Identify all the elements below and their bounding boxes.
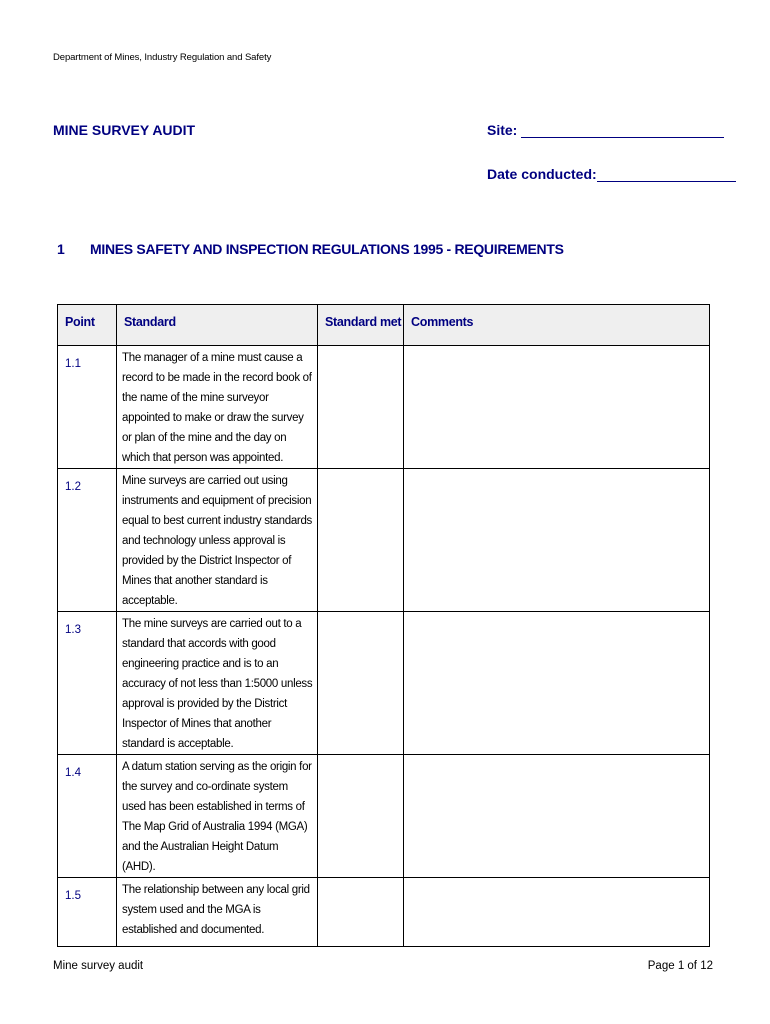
footer-document-name: Mine survey audit: [53, 960, 144, 972]
site-input-line[interactable]: [521, 123, 724, 138]
column-header-standard: Standard: [117, 305, 318, 346]
date-input-line[interactable]: [597, 167, 736, 182]
standard-met-cell[interactable]: [318, 346, 404, 469]
comments-cell[interactable]: [404, 612, 710, 755]
comments-cell[interactable]: [404, 469, 710, 612]
section-number: 1: [57, 241, 65, 257]
table-row: [58, 346, 710, 469]
site-field[interactable]: [487, 122, 724, 138]
column-header-standard-met: Standard met: [318, 305, 404, 346]
date-conducted-field[interactable]: [487, 166, 736, 182]
section-title: MINES SAFETY AND INSPECTION REGULATIONS 1995 - REQUIREMENTS: [90, 241, 564, 257]
column-header-comments: Comments: [404, 305, 710, 346]
department-header: Department of Mines, Industry Regulation and Safety: [53, 52, 272, 63]
standard-met-cell[interactable]: [318, 878, 404, 947]
standard-cell: The relationship between any local grid system used and the MGA is established and documented.: [117, 878, 318, 947]
table-row: [58, 612, 710, 755]
standard-cell: The mine surveys are carried out to a standard that accords with good engineering practice and is to an accuracy of not less than 1:5000 unless approval is provided by the District Inspector of Mines that another standard is acceptable.: [117, 612, 318, 755]
site-label: Site:: [487, 122, 518, 138]
comments-cell[interactable]: [404, 346, 710, 469]
point-cell: 1.1: [58, 346, 117, 469]
standard-cell: The manager of a mine must cause a record to be made in the record book of the name of the mine surveyor appointed to make or draw the survey or plan of the mine and the day on which that person was appointed.: [117, 346, 318, 469]
column-header-point: Point: [58, 305, 117, 346]
comments-cell[interactable]: [404, 755, 710, 878]
date-conducted-label: Date conducted:: [487, 166, 597, 182]
table-row: [58, 469, 710, 612]
point-cell: 1.4: [58, 755, 117, 878]
standard-cell: A datum station serving as the origin for the survey and co-ordinate system used has been established in terms of The Map Grid of Australia 1994 (MGA) and the Australian Height Datum (AHD).: [117, 755, 318, 878]
footer-page-number: Page 1 of 12: [647, 960, 713, 972]
point-cell: 1.2: [58, 469, 117, 612]
point-cell: 1.5: [58, 878, 117, 947]
standard-met-cell[interactable]: [318, 469, 404, 612]
table-header-row: [58, 305, 710, 346]
standard-met-cell[interactable]: [318, 755, 404, 878]
comments-cell[interactable]: [404, 878, 710, 947]
requirements-table: [57, 304, 710, 947]
table-row: [58, 755, 710, 878]
table-row: [58, 878, 710, 947]
standard-cell: Mine surveys are carried out using instruments and equipment of precision equal to best current industry standards and technology unless approval is provided by the District Inspector of Mines that another standard is acceptable.: [117, 469, 318, 612]
point-cell: 1.3: [58, 612, 117, 755]
document-title: MINE SURVEY AUDIT: [53, 122, 196, 138]
standard-met-cell[interactable]: [318, 612, 404, 755]
